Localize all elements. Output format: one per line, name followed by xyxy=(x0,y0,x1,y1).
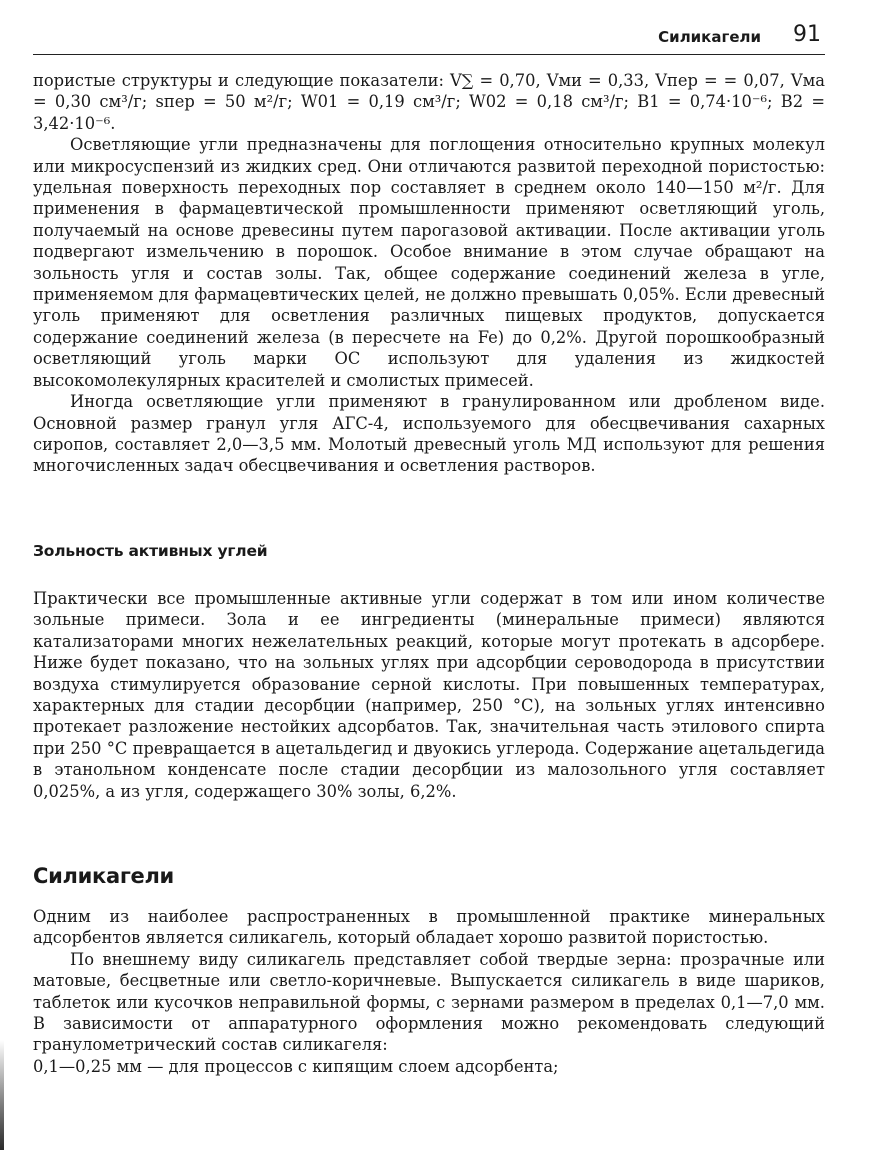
paragraph-ash-impurities: Практически все промышленные активные угли содержат в том или ином количестве зольные примеси. Зола и ее ингредиенты (минеральные примеси) являются катализаторами многих нежелательных реакций, которые могут протекать в адсорбере. Ниже будет показано, что на зольных углях при адсорбции сероводорода в присутствии воздуха стимулируется образование серной кислоты. При повышенных температурах, характерных для стадии десорбции (например, 250 °С), на зольных углях интенсивно протекает разложение нестойких адсорбатов. Так, значительная часть этилового спирта при 250 °С превращается в ацетальдегид и двуокись углерода. Содержание ацетальдегида в этанольном конденсате после стадии десорбции из малозольного угля составляет 0,025%, а из угля, содержащего 30% золы, 6,2%. xyxy=(33,589,825,801)
text-block-silica-gels xyxy=(33,906,825,1077)
paragraph-silica-gel-intro: Одним из наиболее распространенных в промышленной практике минеральных адсорбентов является силикагель, который обладает хорошо развитой пористостью. xyxy=(33,907,825,948)
paragraph-silica-gel-appearance: По внешнему виду силикагель представляет собой твердые зерна: прозрачные или матовые, бесцветные или светло-коричневые. Выпускается силикагель в виде шариков, таблеток или кусочков неправильной формы, с зернами размером в пределах 0,1—7,0 мм. В зависимости от аппаратурного оформления можно рекомендовать следующий гранулометрический состав силикагеля: xyxy=(33,949,825,1055)
section-heading-silica-gels: Силикагели xyxy=(33,864,174,888)
paragraph-granulated-carbons: Иногда осветляющие угли применяют в гранулированном или дробленом виде. Основной размер гранул угля АГС-4, используемого для обесцвечивания сахарных сиропов, составляет 2,0—3,5 мм. Молотый древесный уголь МД используют для решения многочисленных задач обесцвечивания и осветления растворов. xyxy=(33,392,825,476)
paragraph-decolorizing-carbons: Осветляющие угли предназначены для поглощения относительно крупных молекул или микросуспензий из жидких сред. Они отличаются развитой переходной пористостью: удельная поверхность переходных пор составляет в среднем около 140—150 м²/г. Для применения в фармацевтической промышленности применяют осветляющий уголь, получаемый на основе древесины путем парогазовой активации. После активации уголь подвергают измельчению в порошок. Особое внимание в этом случае обращают на зольность угля и состав золы. Так, общее содержание соединений железа в угле, применяемом для фармацевтических целей, не должно превышать 0,05%. Если древесный уголь применяют для осветления различных пищевых продуктов, допускается содержание соединений железа (в пересчете на Fe) до 0,2%. Другой порошкообразный осветляющий уголь марки ОС используют для удаления из жидкостей высокомолекулярных красителей и смолистых примесей. xyxy=(33,135,825,390)
scan-binding-edge xyxy=(0,1040,4,1150)
paragraph-porosity-parameters: пористые структуры и следующие показатели: V∑ = 0,70, Vми = 0,33, Vпер = = 0,07, Vма = 0,30 см³/г; sпер = 50 м²/г; W01 = 0,19 см³/г; W02 = 0,18 см³/г; B1 = 0,74·10⁻⁶; B2 = 3,42·10⁻⁶. xyxy=(33,71,825,133)
paragraph-granulometry-item: 0,1—0,25 мм — для процессов с кипящим слоем адсорбента; xyxy=(33,1056,559,1076)
text-block-activated-carbons xyxy=(33,70,825,477)
subheading-ash-content: Зольность активных углей xyxy=(33,542,268,560)
running-header-title: Силикагели xyxy=(658,28,761,46)
running-header xyxy=(33,20,825,55)
page-number: 91 xyxy=(793,22,821,47)
text-block-ash-content xyxy=(33,588,825,802)
